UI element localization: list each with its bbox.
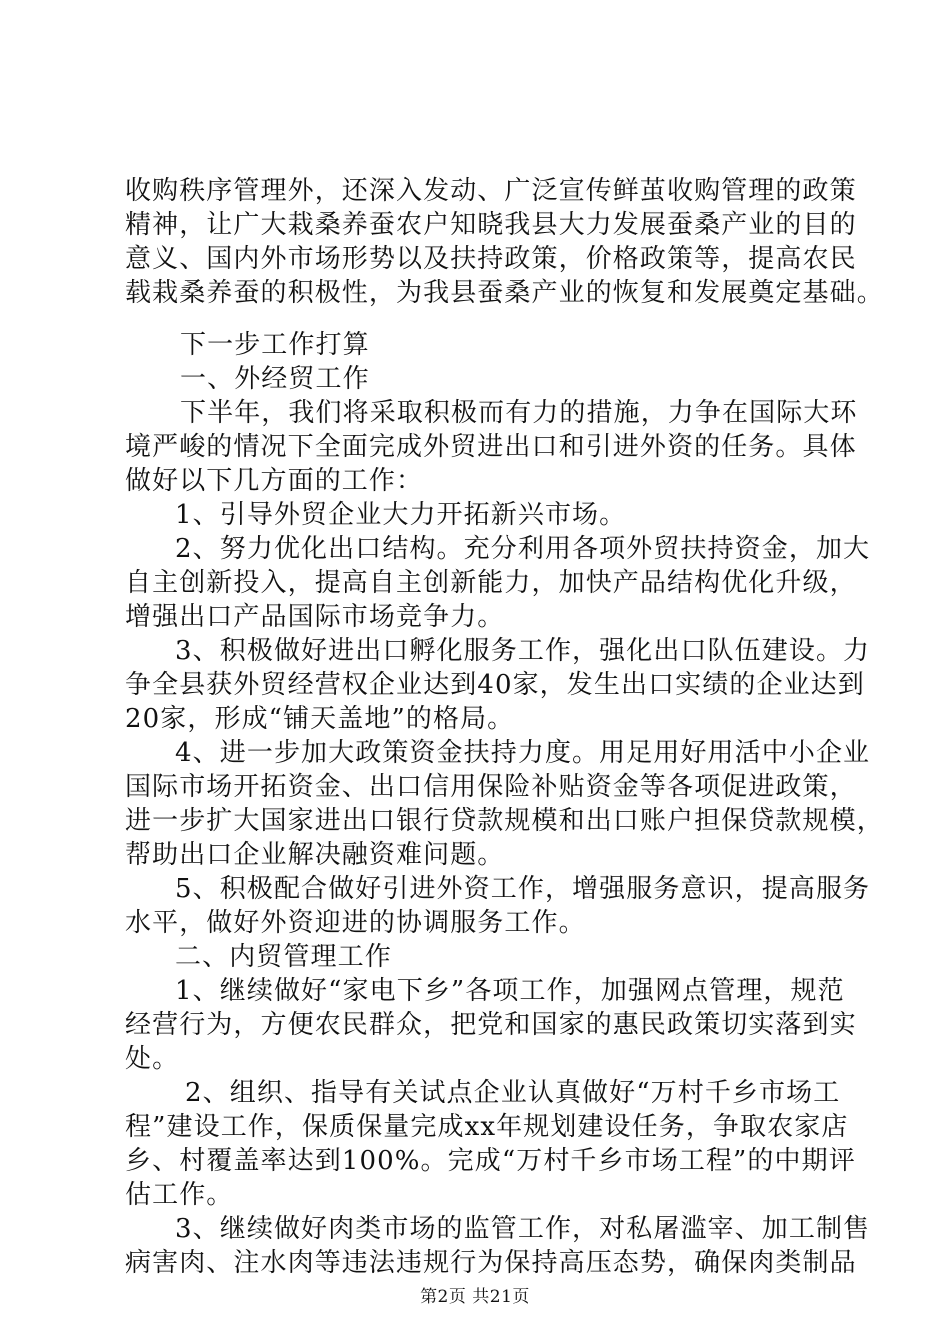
page-footer: 第2页 共21页 bbox=[420, 1287, 530, 1307]
text-line: 病害肉、注水肉等违法违规行为保持高压态势，确保肉类制品 bbox=[125, 1248, 857, 1278]
text-line: 1、继续做好“家电下乡”各项工作，加强网点管理，规范 bbox=[175, 976, 845, 1006]
text-line: 处。 bbox=[125, 1044, 180, 1074]
text-line: 水平，做好外资迎进的协调服务工作。 bbox=[125, 908, 586, 938]
text-line: 3、继续做好肉类市场的监管工作，对私屠滥宰、加工制售 bbox=[175, 1214, 871, 1244]
text-line: 5、积极配合做好引进外资工作，增强服务意识，提高服务 bbox=[175, 874, 871, 904]
text-line: 下半年，我们将采取积极而有力的措施，力争在国际大环 bbox=[180, 398, 858, 428]
text-line: 自主创新投入，提高自主创新能力，加快产品结构优化升级， bbox=[125, 568, 857, 598]
text-line: 帮助出口企业解决融资难问题。 bbox=[125, 840, 505, 870]
text-line: 经营行为，方便农民群众，把党和国家的惠民政策切实落到实 bbox=[125, 1010, 857, 1040]
text-line: 精神，让广大栽桑养蚕农户知晓我县大力发展蚕桑产业的目的 bbox=[125, 210, 857, 240]
text-line: 估工作。 bbox=[125, 1180, 234, 1210]
section-heading: 下一步工作打算 bbox=[180, 330, 370, 360]
text-line: 做好以下几方面的工作： bbox=[125, 466, 424, 496]
text-line: 争全县获外贸经营权企业达到40家，发生出口实绩的企业达到 bbox=[125, 670, 865, 700]
text-line: 3、积极做好进出口孵化服务工作，强化出口队伍建设。力 bbox=[175, 636, 871, 666]
section-heading: 一、外经贸工作 bbox=[180, 364, 370, 394]
text-line: 进一步扩大国家进出口银行贷款规模和出口账户担保贷款规模， bbox=[125, 806, 884, 836]
text-line: 增强出口产品国际市场竞争力。 bbox=[125, 602, 505, 632]
text-line: 程”建设工作，保质保量完成xx年规划建设任务，争取农家店 bbox=[125, 1112, 849, 1142]
section-heading: 二、内贸管理工作 bbox=[175, 942, 392, 972]
text-line: 4、进一步加大政策资金扶持力度。用足用好用活中小企业 bbox=[175, 738, 871, 768]
text-line: 2、努力优化出口结构。充分利用各项外贸扶持资金，加大 bbox=[175, 534, 871, 564]
text-line: 意义、国内外市场形势以及扶持政策，价格政策等，提高农民 bbox=[125, 244, 857, 274]
text-line: 载栽桑养蚕的积极性，为我县蚕桑产业的恢复和发展奠定基础。 bbox=[125, 278, 884, 308]
text-line: 2、组织、指导有关试点企业认真做好“万村千乡市场工 bbox=[185, 1078, 841, 1108]
text-line: 1、引导外贸企业大力开拓新兴市场。 bbox=[175, 500, 627, 530]
text-line: 收购秩序管理外，还深入发动、广泛宣传鲜茧收购管理的政策 bbox=[125, 176, 857, 206]
text-line: 境严峻的情况下全面完成外贸进出口和引进外资的任务。具体 bbox=[125, 432, 857, 462]
text-line: 20家，形成“铺天盖地”的格局。 bbox=[125, 704, 515, 734]
text-line: 乡、村覆盖率达到100%。完成“万村千乡市场工程”的中期评 bbox=[125, 1146, 856, 1176]
text-line: 国际市场开拓资金、出口信用保险补贴资金等各项促进政策， bbox=[125, 772, 857, 802]
